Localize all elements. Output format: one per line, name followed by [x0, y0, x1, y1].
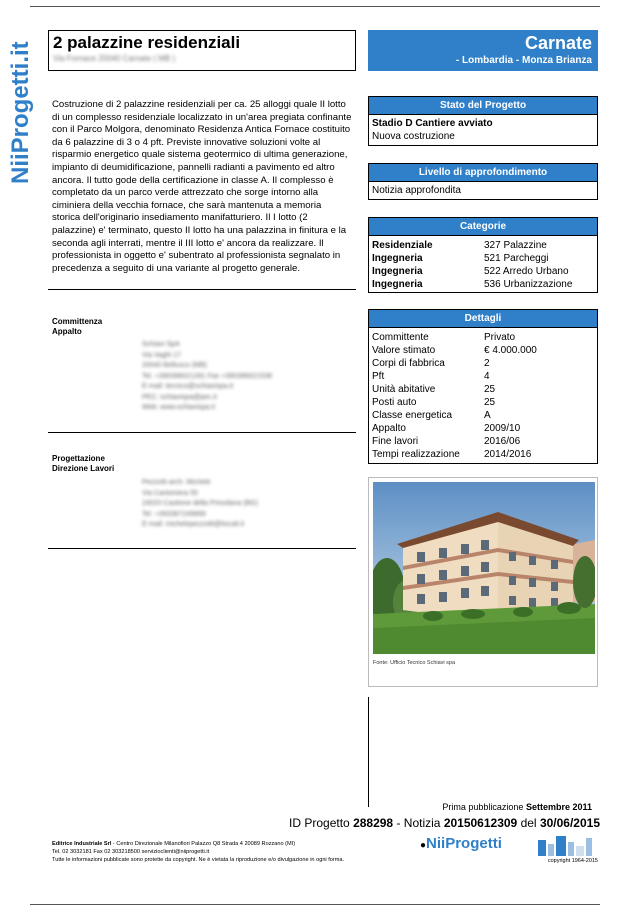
project-photo-frame	[368, 477, 598, 687]
livello-value: Notizia approfondita	[372, 185, 461, 196]
copyright: copyright 1964-2015	[547, 858, 598, 864]
progettazione-divider	[48, 548, 356, 549]
dettaglio-row: Posti auto 25	[372, 397, 496, 408]
brand-graphic-icon	[538, 834, 598, 856]
vertical-brand-logo	[6, 34, 34, 184]
first-publication: Prima pubblicazione Settembre 2011	[442, 802, 592, 812]
project-title-box	[48, 30, 356, 71]
region-name: - Lombardia - Monza Brianza	[455, 55, 592, 66]
categoria-row: Residenziale 327 Palazzine	[372, 240, 547, 251]
top-rule	[30, 6, 600, 7]
dettaglio-row: Committente Privato	[372, 332, 516, 343]
city-name: Carnate	[524, 33, 592, 53]
dettaglio-row: Appalto 2009/10	[372, 423, 521, 434]
stato-stage: Stadio D Cantiere avviato	[372, 118, 493, 129]
bottom-rule	[30, 904, 600, 905]
photo-caption: Fonte: Ufficio Tecnico Schiavi spa	[373, 660, 456, 666]
description-divider	[48, 289, 356, 290]
progettazione-label: Progettazione Direzione Lavori	[52, 454, 115, 473]
dettaglio-row: Pft 4	[372, 371, 490, 382]
location-box	[368, 30, 598, 71]
dettagli-panel	[368, 309, 598, 464]
project-address: Via Fornace 20040 Carnate ( MB )	[53, 54, 176, 63]
project-description: Costruzione di 2 palazzine residenziali per ca. 25 alloggi quale II lotto di un complesso residenziale localizzato in un'area pregiata confinante con il Parco Molgora, denominato Residenza Antica Fornace costituito da 6 palazzine di 3 o 4 pft. Previste innovative soluzioni volte al risparmio energetico quale sistema geotermico di ultima generazione, impianto di deumidificazione, pannelli radianti a pavimento ed altro ancora. Il tutto gode della certificazione in classe A. Il complesso è completato da un parco verde attrezzato che sorge intorno alla ciminiera della vecchia fornace, che sarà mantenuta a memoria storica dell'originario insediamento manifatturiero. Il I lotto (2 palazzine) e' terminato, questo II lotto ha una palazzina in finitura e la seconda agli interrati, mentre il III lotto e' ancora da realizzare. Il professionista in oggetto e' subentrato al professionista segnalato in precedenza a seguito di una variante al progetto generale.	[52, 99, 352, 274]
dettagli-header: Dettagli	[369, 310, 597, 328]
stato-detail: Nuova costruzione	[372, 131, 455, 142]
categoria-row: Ingegneria 521 Parcheggi	[372, 253, 549, 264]
livello-header: Livello di approfondimento	[369, 164, 597, 182]
livello-panel	[368, 163, 598, 200]
dettaglio-row: Classe energetica A	[372, 410, 491, 421]
committenza-contact: Schiavi SpA Via Vaghi 17 20040 Bellusco (MB) Tel. +390396021281 Fax +390396021538 E-mail: tecnico@schiavispa.it PEC: schiavispa@pec.it Web: www.schiavispa.it	[142, 341, 273, 411]
dettaglio-row: Valore stimato € 4.000.000	[372, 345, 537, 356]
dettaglio-row: Tempi realizzazione 2014/2016	[372, 449, 532, 460]
committenza-label: Committenza Appalto	[52, 317, 103, 336]
footer-info: Editrice Industriale Srl - Centro Direzionale Milanofiori Palazzo Q8 Strada 4 20089 Rozzano (MI) Tel. 02 3032181 Fax 02 303218500 servizioclienti@niiprogetti.it Tutte le informazioni pubblicate sono protette da copyright. Ne è vietata la riproduzione e/o divulgazione in ogni forma.	[52, 841, 345, 863]
categoria-row: Ingegneria 522 Arredo Urbano	[372, 266, 569, 277]
progettazione-contact: Pezzotti arch. Michele Via Cantoniera 55 24020 Castione della Presolana (BG) Tel. +393387249899 E-mail: michelepezzotti@tiscali.it	[142, 479, 258, 528]
categorie-header: Categorie	[369, 218, 597, 236]
vertical-divider	[368, 697, 369, 807]
stato-header: Stato del Progetto	[369, 97, 597, 115]
committenza-divider	[48, 432, 356, 433]
footer-brand	[420, 832, 600, 866]
brand-logo-text: ●NiiProgetti	[420, 835, 502, 852]
dettaglio-row: Corpi di fabbrica 2	[372, 358, 490, 369]
project-title: 2 palazzine residenziali	[53, 33, 241, 52]
stato-panel	[368, 96, 598, 146]
dettaglio-row: Unità abitative 25	[372, 384, 496, 395]
project-id-line: ID Progetto 288298 - Notizia 20150612309 del 30/06/2015	[289, 816, 600, 830]
vertical-brand-text: NiiProgetti.it	[7, 41, 34, 184]
categorie-panel	[368, 217, 598, 293]
building-render-image	[373, 482, 595, 654]
dettaglio-row: Fine lavori 2016/06	[372, 436, 521, 447]
categoria-row: Ingegneria 536 Urbanizzazione	[372, 279, 573, 290]
